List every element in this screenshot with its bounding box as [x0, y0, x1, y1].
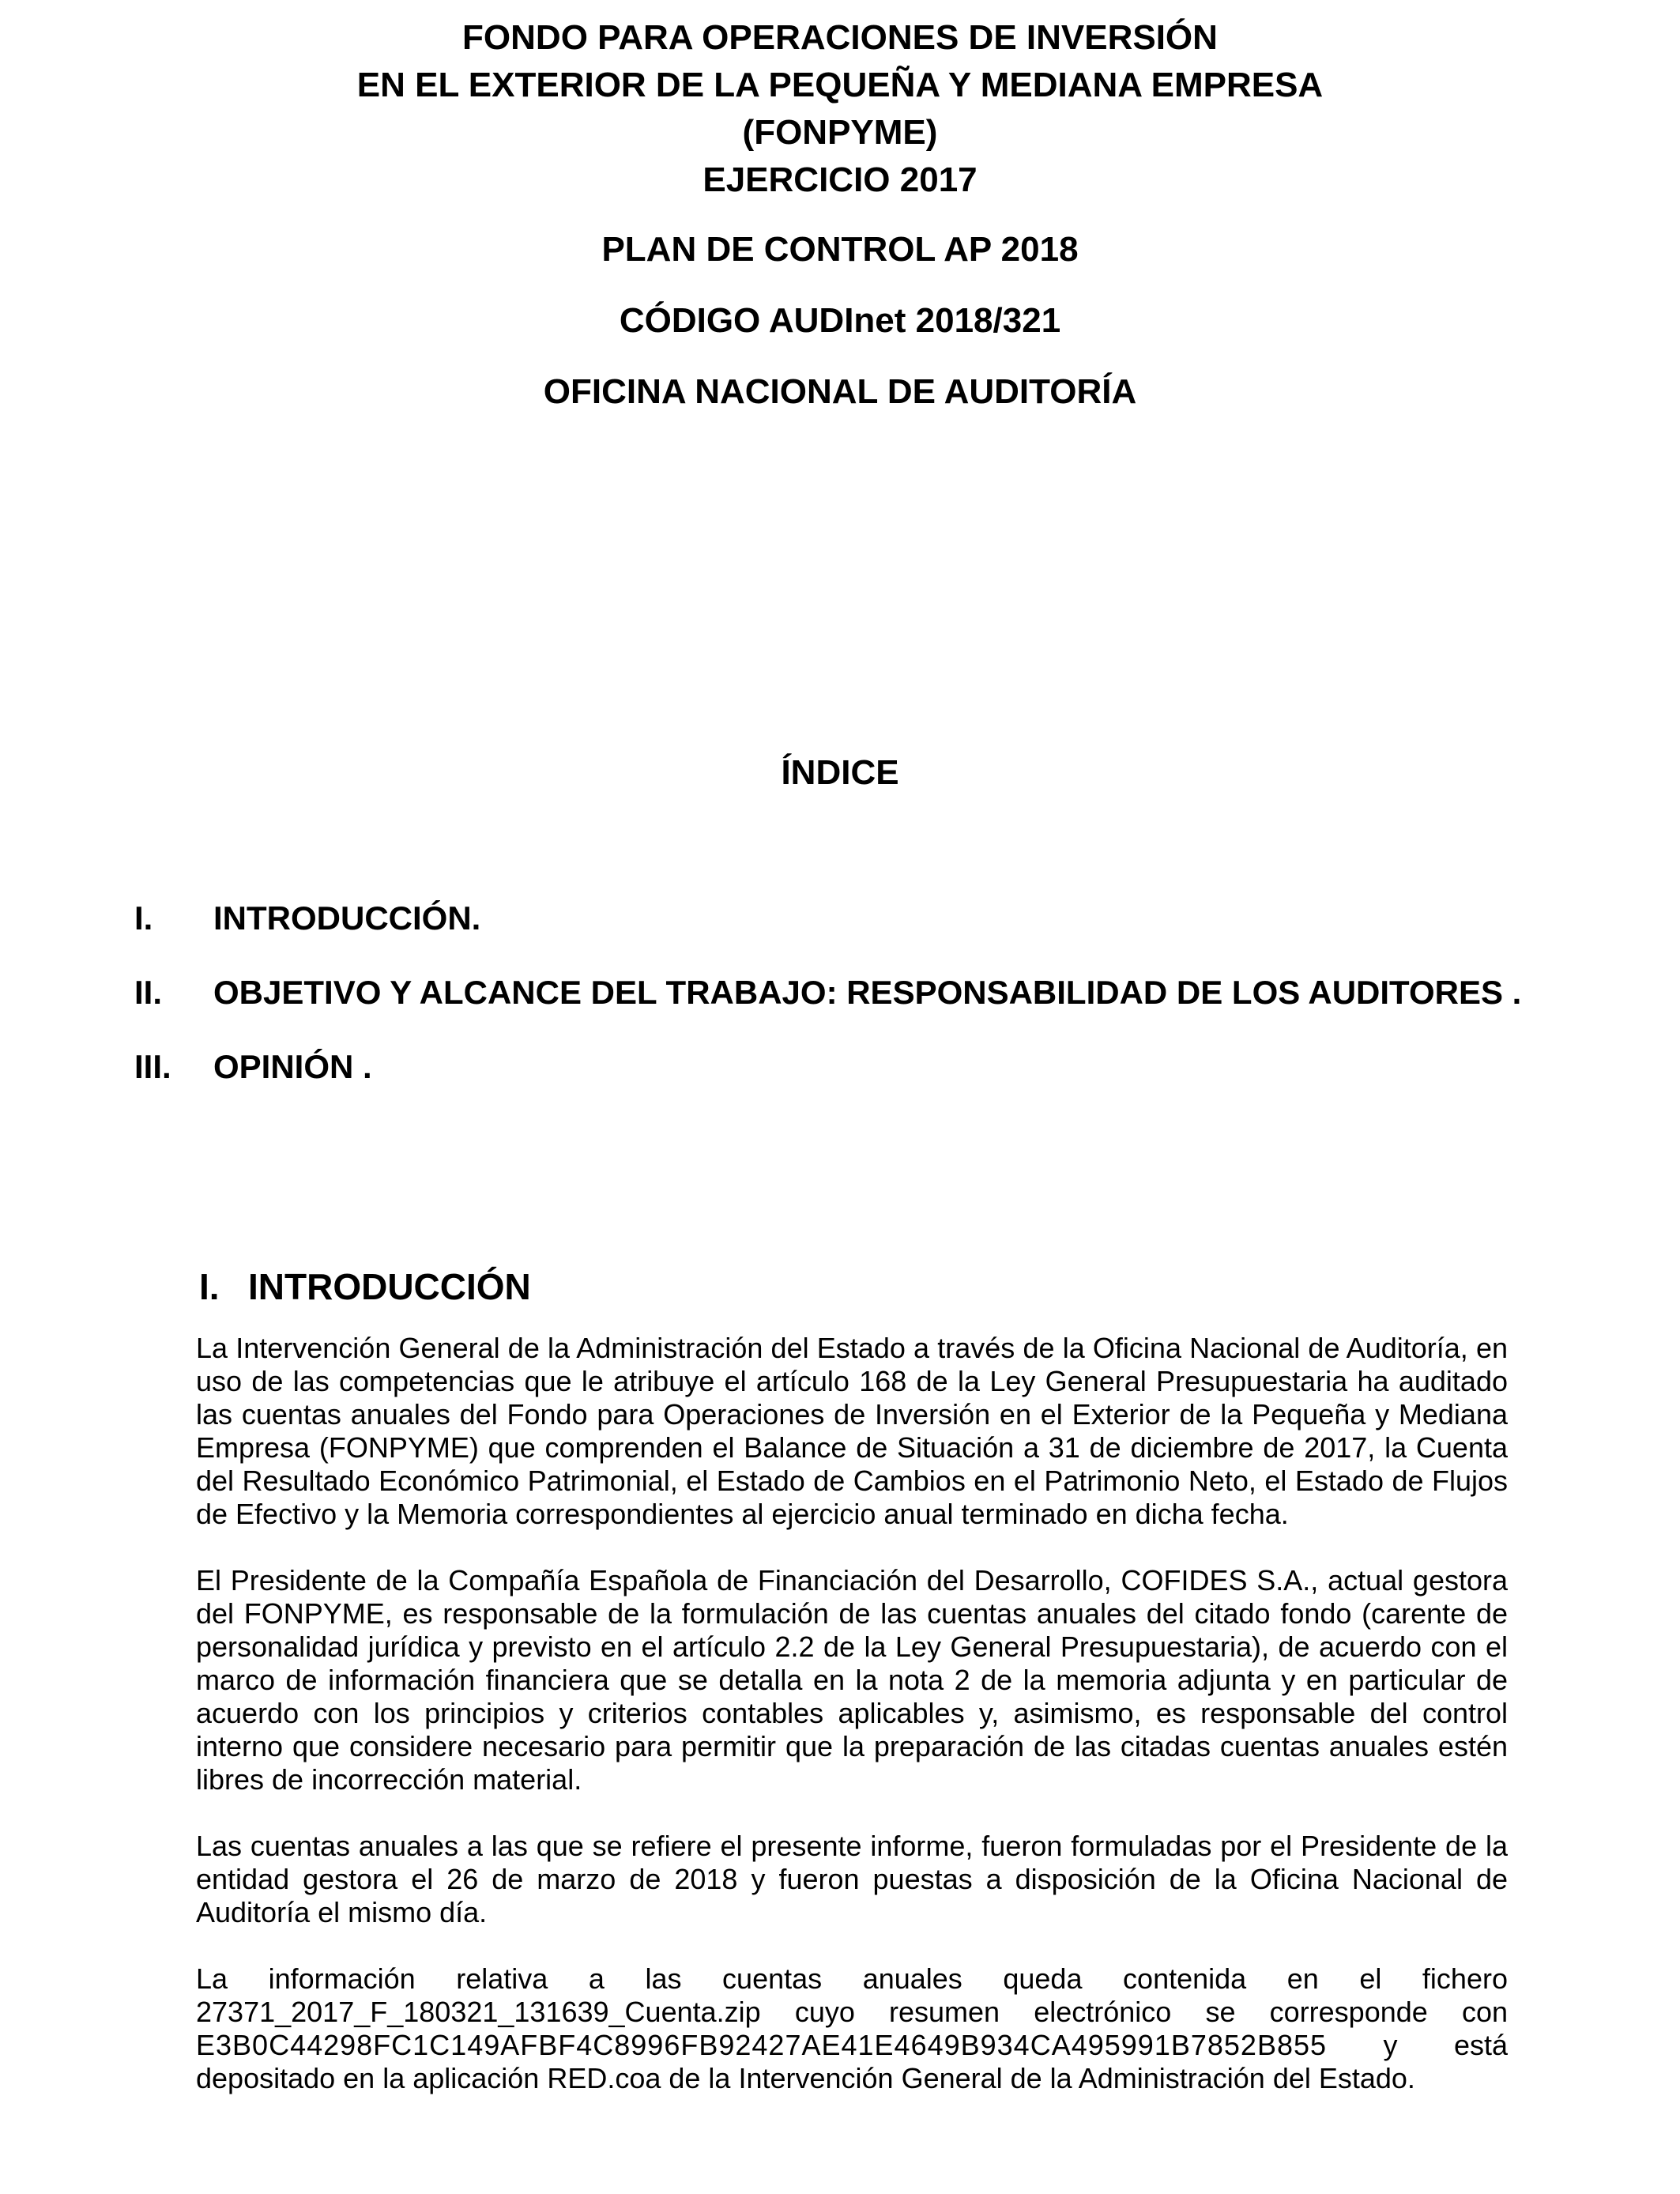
- table-of-contents: [134, 899, 1596, 1122]
- toc-item-text: INTRODUCCIÓN.: [213, 899, 481, 937]
- section-title: INTRODUCCIÓN: [248, 1266, 531, 1307]
- document-title-block: [0, 14, 1680, 416]
- paragraph-4: [196, 1962, 1508, 2095]
- section-body: [196, 1332, 1508, 2128]
- plan-label: PLAN DE CONTROL AP 2018: [601, 230, 1079, 269]
- index-title: ÍNDICE: [781, 753, 899, 792]
- toc-item-text: OBJETIVO Y ALCANCE DEL TRABAJO: RESPONSABILIDAD DE LOS AUDITORES .: [213, 974, 1522, 1011]
- paragraph-1: La Intervención General de la Administración del Estado a través de la Oficina Nacional de Auditoría, en uso de las competencias que le atribuye el artículo 168 de la Ley General Presupuestaria ha auditado las cuentas anuales del Fondo para Operaciones de Inversión en el Exterior de la Pequeña y Mediana Empresa (FONPYME) que comprenden el Balance de Situación a 31 de diciembre de 2017, la Cuenta del Resultado Económico Patrimonial, el Estado de Cambios en el Patrimonio Neto, el Estado de Flujos de Efectivo y la Memoria correspondientes al ejercicio anual terminado en dicha fecha.: [196, 1332, 1508, 1530]
- paragraph-3: Las cuentas anuales a las que se refiere el presente informe, fueron formuladas por el Presidente de la entidad gestora el 26 de marzo de 2018 y fueron puestas a disposición de la Oficina Nacional de Auditoría el mismo día.: [196, 1830, 1508, 1928]
- toc-item-objetivo[interactable]: [134, 974, 1596, 1048]
- paragraph-4-end: y está depositado en la aplicación RED.coa de la Intervención General de la Administración del Estado.: [196, 2029, 1508, 2094]
- hash-value: E3B0C44298FC1C149AFBF4C8996FB92427AE41E4649B934CA495991B7852B855: [196, 2029, 1328, 2061]
- file-name: 27371_2017_F_180321_131639_Cuenta.zip: [196, 1996, 761, 2028]
- office-label: OFICINA NACIONAL DE AUDITORÍA: [543, 372, 1137, 411]
- toc-item-number: II.: [134, 974, 163, 1011]
- paragraph-4-middle: cuyo resumen electrónico se corresponde con: [794, 1996, 1508, 2028]
- title-line-3: (FONPYME): [742, 113, 938, 152]
- section-number: I.: [199, 1266, 220, 1307]
- title-line-2: EN EL EXTERIOR DE LA PEQUEÑA Y MEDIANA EMPRESA: [356, 66, 1324, 104]
- toc-item-opinion[interactable]: [134, 1048, 1596, 1122]
- section-heading: [199, 1263, 531, 1310]
- toc-item-number: I.: [134, 899, 153, 937]
- paragraph-2: El Presidente de la Compañía Española de Financiación del Desarrollo, COFIDES S.A., actual gestora del FONPYME, es responsable de la formulación de las cuentas anuales del citado fondo (carente de personalidad jurídica y previsto en el artículo 2.2 de la Ley General Presupuestaria), de acuerdo con el marco de información financiera que se detalla en la nota 2 de la memoria adjunta y en particular de acuerdo con los principios y criterios contables aplicables y, asimismo, es responsable del control interno que considere necesario para permitir que la preparación de las citadas cuentas anuales estén libres de incorrección material.: [196, 1564, 1508, 1796]
- title-line-1: FONDO PARA OPERACIONES DE INVERSIÓN: [462, 18, 1218, 57]
- toc-item-number: III.: [134, 1048, 171, 1085]
- code-label: CÓDIGO AUDInet 2018/321: [619, 301, 1061, 340]
- toc-item-introduccion[interactable]: [134, 899, 1596, 974]
- paragraph-4-intro: La información relativa a las cuentas anuales queda contenida en el fichero: [196, 1962, 1508, 1995]
- toc-item-text: OPINIÓN .: [213, 1048, 372, 1085]
- title-line-4: EJERCICIO 2017: [703, 160, 977, 199]
